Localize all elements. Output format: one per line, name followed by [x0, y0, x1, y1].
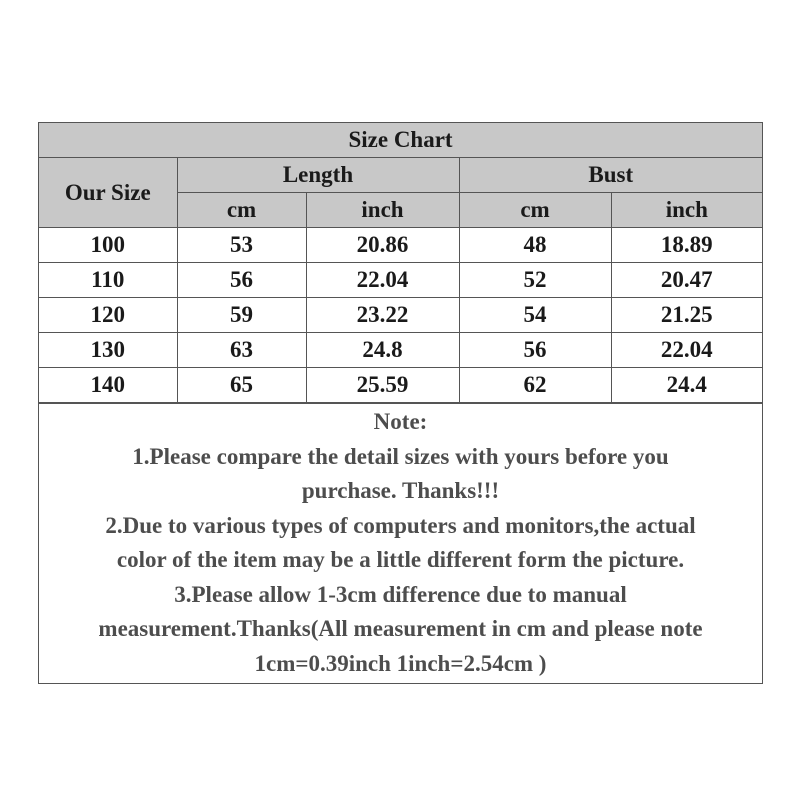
table-row	[39, 228, 762, 263]
note-title: Note:	[373, 409, 428, 434]
length-inch-cell: 23.22	[306, 298, 459, 333]
note-line: color of the item may be a little different form the picture.	[116, 547, 685, 572]
size-cell: 110	[39, 263, 177, 298]
our-size-header: Our Size	[39, 158, 177, 228]
note-line: 1.Please compare the detail sizes with yours before you	[132, 443, 669, 469]
size-chart	[38, 122, 763, 684]
length-inch-cell: 20.86	[306, 228, 459, 263]
length-header: Length	[177, 158, 459, 193]
length-inch-cell: 25.59	[306, 368, 459, 403]
length-cm-cell: 56	[177, 263, 306, 298]
table-row	[39, 263, 762, 298]
bust-inch-cell: 21.25	[611, 298, 762, 333]
bust-inch-cell: 18.89	[611, 228, 762, 263]
note-line: 1cm=0.39inch 1inch=2.54cm )	[254, 650, 547, 676]
note-section	[39, 403, 762, 683]
table-row	[39, 298, 762, 333]
bust-cm-cell: 52	[459, 263, 611, 298]
bust-inch-cell: 22.04	[611, 333, 762, 368]
bust-inch-header: inch	[611, 193, 762, 228]
note-line: 2.Due to various types of computers and monitors,the actual	[105, 512, 696, 538]
length-cm-header: cm	[177, 193, 306, 228]
length-inch-cell: 22.04	[306, 263, 459, 298]
table-row	[39, 368, 762, 403]
bust-inch-cell: 24.4	[611, 368, 762, 403]
length-cm-cell: 53	[177, 228, 306, 263]
table-row	[39, 333, 762, 368]
size-cell: 130	[39, 333, 177, 368]
bust-cm-cell: 54	[459, 298, 611, 333]
bust-header: Bust	[459, 158, 762, 193]
size-cell: 100	[39, 228, 177, 263]
note-line: measurement.Thanks(All measurement in cm and please note	[98, 616, 703, 641]
bust-cm-cell: 62	[459, 368, 611, 403]
chart-title: Size Chart	[39, 123, 762, 158]
size-table	[39, 123, 762, 403]
length-cm-cell: 59	[177, 298, 306, 333]
bust-inch-cell: 20.47	[611, 263, 762, 298]
length-inch-cell: 24.8	[306, 333, 459, 368]
bust-cm-cell: 48	[459, 228, 611, 263]
note-line: purchase. Thanks!!!	[301, 478, 500, 503]
size-cell: 120	[39, 298, 177, 333]
length-inch-header: inch	[306, 193, 459, 228]
bust-cm-header: cm	[459, 193, 611, 228]
length-cm-cell: 63	[177, 333, 306, 368]
size-cell: 140	[39, 368, 177, 403]
length-cm-cell: 65	[177, 368, 306, 403]
bust-cm-cell: 56	[459, 333, 611, 368]
note-line: 3.Please allow 1-3cm difference due to manual	[174, 581, 627, 607]
